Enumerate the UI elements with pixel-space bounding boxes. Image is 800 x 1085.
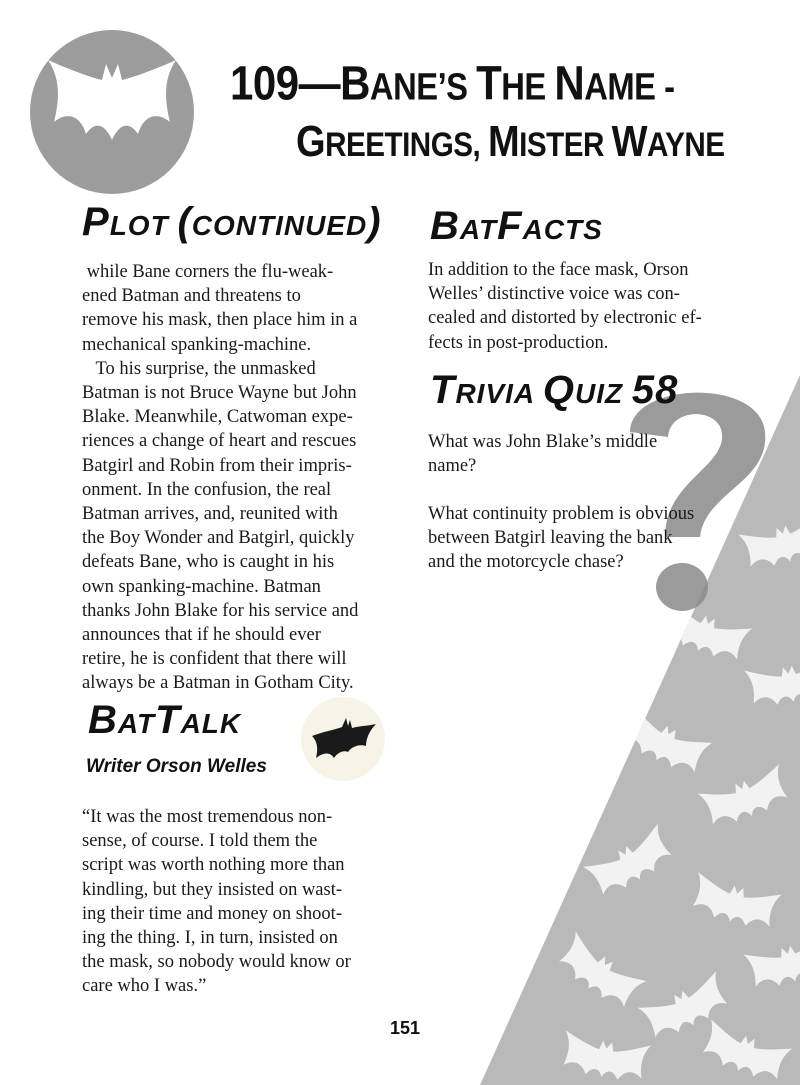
text-line: defeats Bane, who is caught in his (82, 552, 335, 573)
heading-letter: P (82, 200, 110, 244)
heading-text: AT (117, 708, 156, 739)
flying-bat-icon (300, 696, 386, 782)
text-line: ing their time and money on shoot- (82, 903, 342, 924)
heading-text: ALK (180, 708, 242, 739)
text-line: the Boy Wonder and Batgirl, quickly (82, 528, 355, 549)
text-line: kindling, but they insisted on wast- (82, 879, 343, 900)
text-line: the mask, so nobody would know or (82, 952, 351, 973)
heading-text: RIVIA (455, 378, 543, 409)
title-word: HE (501, 65, 555, 108)
battalk-subhead: Writer Orson Welles (86, 756, 267, 777)
title-word: N (554, 56, 585, 111)
title-word: M (487, 118, 520, 167)
text-line: “It was the most tremendous non- (82, 807, 333, 827)
text-line: and the motorcycle chase? (428, 552, 624, 573)
batfacts-heading (430, 204, 603, 249)
heading-paren: ) (367, 200, 382, 244)
heading-letter: F (497, 204, 523, 248)
batfacts-body (428, 258, 748, 355)
title-word: ANE’S (369, 65, 477, 108)
trivia-q2 (428, 502, 768, 575)
battalk-quote (82, 805, 402, 999)
title-word: T (476, 56, 502, 111)
page-title-line2 (296, 118, 725, 167)
title-word: B (340, 56, 370, 111)
text-line: onment. In the confusion, the real (82, 479, 332, 500)
text-line: between Batgirl leaving the bank (428, 528, 673, 549)
text-line: always be a Batman in Gotham City. (82, 673, 354, 694)
text-line: In addition to the face mask, Orson (428, 260, 689, 280)
plot-body (82, 260, 402, 696)
text-line: Batman arrives, and, reunited with (82, 504, 338, 525)
text-line: Welles’ distinctive voice was con- (428, 284, 680, 305)
page-number: 151 (390, 1018, 421, 1038)
text-line: What continuity problem is obvious (428, 504, 695, 524)
heading-text: AT (459, 214, 498, 245)
heading-letter: T (430, 368, 456, 412)
title-dash: — (298, 56, 341, 111)
text-line: riences a change of heart and rescues (82, 431, 357, 452)
text-line: while Bane corners the flu-weak- (82, 262, 334, 282)
heading-letter: B (88, 698, 118, 742)
heading-letter: T (155, 698, 181, 742)
text-line: announces that if he should ever (82, 625, 321, 646)
text-line: To his surprise, the unmasked (82, 358, 316, 379)
text-line: own spanking-machine. Batman (82, 576, 321, 597)
heading-text: LOT (109, 210, 178, 241)
text-line: thanks John Blake for his service and (82, 600, 359, 621)
heading-letter: B (430, 204, 460, 248)
trivia-heading (430, 368, 678, 413)
title-word: AYNE (646, 126, 725, 164)
text-line: script was worth nothing more than (82, 855, 345, 876)
text-line: ened Batman and threatens to (82, 286, 301, 307)
battalk-heading (88, 698, 241, 743)
title-word: ISTER (519, 126, 612, 164)
text-line: fects in post-production. (428, 332, 609, 353)
heading-text: ACTS (522, 214, 603, 245)
text-line: Batman is not Bruce Wayne but John (82, 383, 357, 404)
page-title-line1 (230, 56, 675, 111)
trivia-q1 (428, 430, 768, 478)
text-line: Batgirl and Robin from their impris- (82, 455, 352, 476)
text-line: ing the thing. I, in turn, insisted on (82, 928, 338, 949)
text-line: mechanical spanking-machine. (82, 334, 312, 355)
text-line: sense, of course. I told them the (82, 831, 318, 852)
text-line: cealed and distorted by electronic ef- (428, 308, 702, 329)
title-word: AME - (584, 65, 675, 108)
heading-letter: Q (542, 368, 575, 412)
plot-heading (82, 200, 382, 245)
title-word: W (611, 118, 647, 167)
text-line: What was John Blake’s middle (428, 432, 658, 452)
title-word: G (296, 118, 326, 167)
title-word: REETINGS, (325, 126, 488, 164)
episode-number: 109 (230, 56, 299, 111)
text-line: care who I was.” (82, 976, 207, 997)
text-line: name? (428, 456, 477, 477)
text-line: remove his mask, then place him in a (82, 310, 358, 331)
text-line: retire, he is confident that there will (82, 649, 347, 670)
bat-emblem-icon (30, 30, 194, 194)
text-line: Blake. Meanwhile, Catwoman expe- (82, 407, 353, 428)
heading-text: UIZ (574, 378, 632, 409)
heading-text: CONTINUED (191, 210, 368, 241)
quiz-number: 58 (631, 368, 679, 412)
heading-paren: ( (177, 200, 192, 244)
